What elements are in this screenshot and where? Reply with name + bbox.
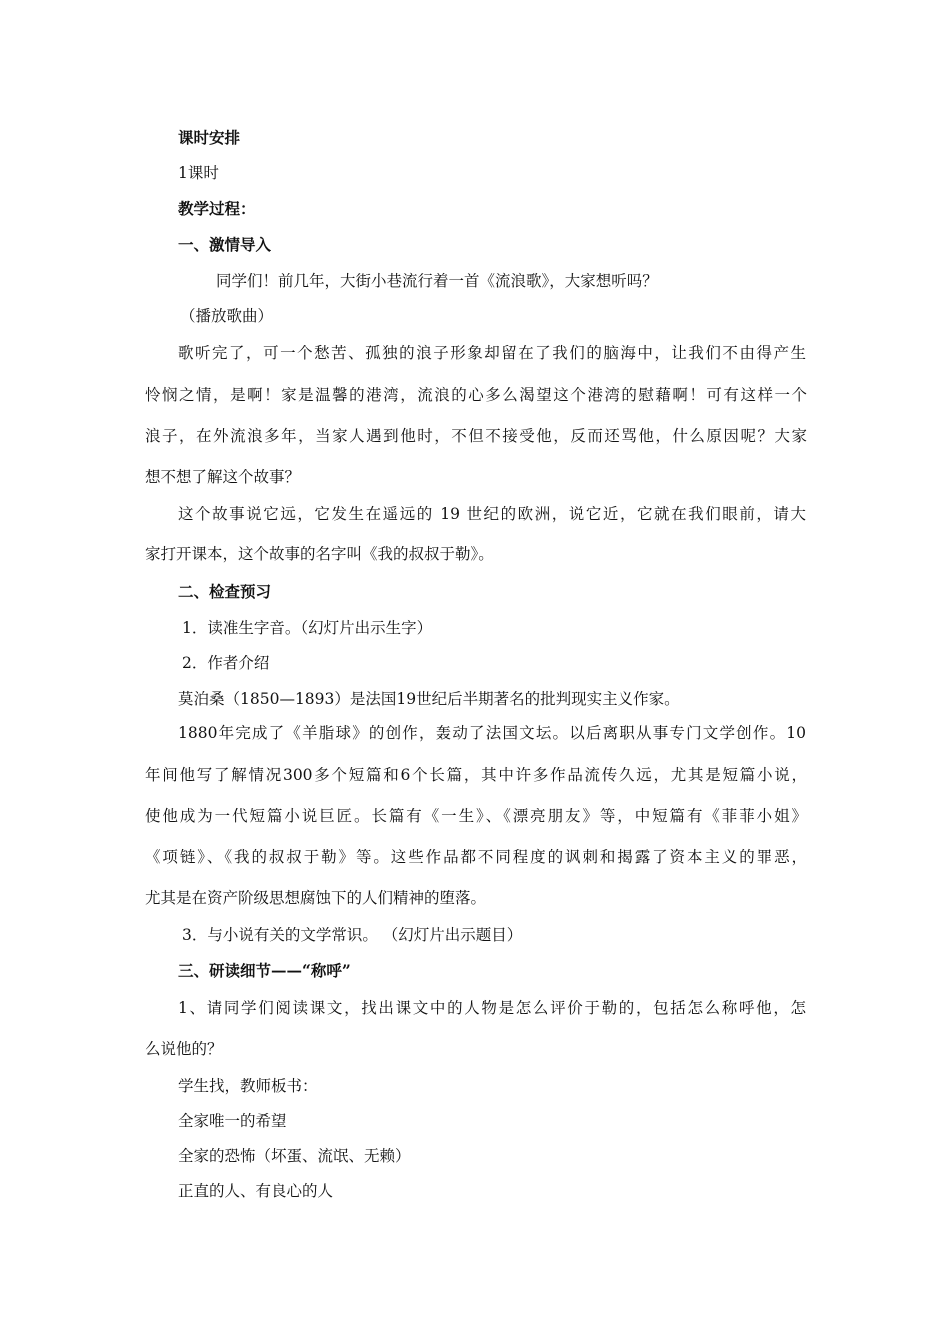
paragraph-intro: 同学们！前几年，大街小巷流行着一首《流浪歌》，大家想听吗？ <box>216 272 658 290</box>
section-title-2: 二、检查预习 <box>178 582 272 601</box>
board-item: 正直的人、有良心的人 <box>178 1182 334 1200</box>
paragraph-author: 莫泊桑（1850—1893）是法国19世纪后半期著名的批判现实主义作家。 <box>178 690 680 708</box>
section-title-1: 一、激情导入 <box>178 235 272 254</box>
paragraph-line: 想不想了解这个故事？ <box>145 468 301 486</box>
section-title-3: 三、研读细节——“称呼” <box>178 961 351 980</box>
paragraph-line: 尤其是在资产阶级思想腐蚀下的人们精神的堕落。 <box>145 889 487 907</box>
list-item: 1．读准生字音。（幻灯片出示生字） <box>182 619 433 637</box>
paragraph-line: 这个故事说它远，它发生在遥远的 19 世纪的欧洲，说它近，它就在我们眼前，请大 <box>178 505 806 523</box>
board-item: 全家的恐怖（坏蛋、流氓、无赖） <box>178 1147 411 1165</box>
paragraph-board-note: 学生找，教师板书： <box>178 1077 318 1095</box>
list-item: 2．作者介绍 <box>182 654 270 672</box>
schedule-value: 1课时 <box>178 164 219 182</box>
heading-process: 教学过程： <box>178 199 256 218</box>
paragraph-line: 家打开课本，这个故事的名字叫《我的叔叔于勒》。 <box>145 545 494 563</box>
paragraph-line: 怜悯之情，是啊！家是温馨的港湾，流浪的心多么渴望这个港湾的慰藉啊！可有这样一个 <box>145 386 807 404</box>
heading-schedule: 课时安排 <box>178 128 241 147</box>
paragraph-line: 1880年完成了《羊脂球》的创作，轰动了法国文坛。以后离职从事专门文学创作。10 <box>178 724 806 742</box>
paragraph-line: 年间他写了解情况300多个短篇和6个长篇，其中许多作品流传久远，尤其是短篇小说， <box>145 766 807 784</box>
paragraph-play-song: （播放歌曲） <box>180 307 274 325</box>
list-item: 3．与小说有关的文学常识。 （幻灯片出示题目） <box>182 926 523 944</box>
paragraph-line: 歌听完了，可一个愁苦、孤独的浪子形象却留在了我们的脑海中，让我们不由得产生 <box>178 344 806 362</box>
paragraph-line: 《项链》、《我的叔叔于勒》等。这些作品都不同程度的讽刺和揭露了资本主义的罪恶， <box>145 848 807 866</box>
paragraph-line: 使他成为一代短篇小说巨匠。长篇有《一生》、《漂亮朋友》等，中短篇有《菲菲小姐》 <box>145 807 807 825</box>
paragraph-line: 浪子，在外流浪多年，当家人遇到他时，不但不接受他，反而还骂他，什么原因呢？大家 <box>145 427 807 445</box>
paragraph-line: 1、请同学们阅读课文，找出课文中的人物是怎么评价于勒的，包括怎么称呼他，怎 <box>178 999 806 1017</box>
paragraph-line: 么说他的？ <box>145 1040 223 1058</box>
board-item: 全家唯一的希望 <box>178 1112 287 1130</box>
